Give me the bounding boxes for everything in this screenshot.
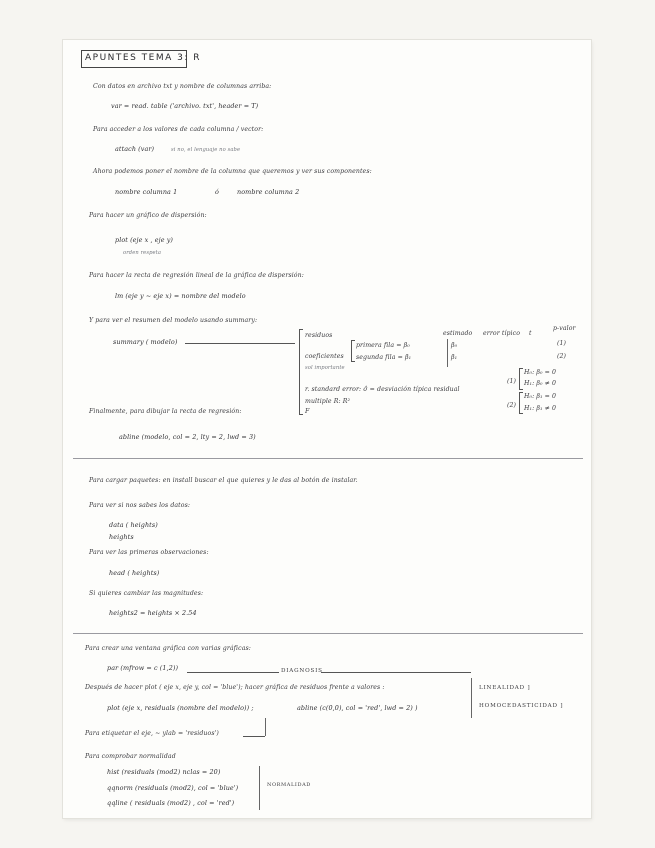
col-error: error típico: [483, 330, 521, 337]
s1-code6: summary ( modelo): [113, 338, 178, 346]
s3-line4: Para comprobar normalidad: [85, 753, 176, 760]
summary-rse: r. standard error: σ̂ = desviación típica residual: [305, 386, 460, 393]
val-p2: (2): [557, 353, 567, 360]
label-arrow: [243, 736, 265, 737]
summary-residuos: residuos: [305, 332, 333, 339]
s3-code1: par (mfrow = c (1,2)): [107, 664, 179, 672]
side-linealidad: LINEALIDAD ]: [479, 685, 531, 691]
summary-coef-note: sol importante: [305, 365, 345, 371]
summary-arrow-line: [185, 343, 295, 344]
summary-f: F: [305, 408, 310, 415]
hyp2-a: H₀: β₁ = 0: [524, 393, 557, 400]
hyp1-a: H₀: β₀ = 0: [524, 369, 557, 376]
s3-line2: Después de hacer plot ( eje x, eje y, col = 'blue'); hacer gráfica de residuos frente a valores :: [85, 684, 385, 691]
s1-line6: Y para ver el resumen del modelo usando summary:: [89, 317, 258, 324]
label-arrow-up: [265, 718, 266, 736]
s2-line4: Si quieres cambiar las magnitudes:: [89, 590, 204, 597]
summary-brace: [299, 329, 303, 415]
s1-line2: Para acceder a los valores de cada columna / vector:: [93, 126, 264, 133]
s1-code2: attach (var): [115, 145, 155, 153]
s1-code1: var = read. table ('archivo. txt', header = T): [111, 102, 259, 110]
s2-line1: Para cargar paquetes: en install buscar el que quieres y le das al botón de instalar.: [89, 477, 358, 484]
section-divider-1: [73, 458, 583, 459]
hyp2-label: (2): [507, 402, 517, 409]
col-t: t: [529, 330, 532, 337]
hyp2-brace: [519, 392, 523, 414]
hyp1-b: H₁: β₀ ≠ 0: [524, 380, 557, 387]
s1-code4: plot (eje x , eje y): [115, 236, 174, 244]
s2-code4: heights2 = heights × 2.54: [109, 609, 197, 617]
s1-code3o: ó: [215, 188, 219, 196]
s2-code3: head ( heights): [109, 569, 160, 577]
section-divider-2: [73, 633, 583, 634]
summary-r2: multiple R: R²: [305, 398, 351, 405]
hyp2-b: H₁: β₁ ≠ 0: [524, 405, 557, 412]
s1-line3: Ahora podemos poner el nombre de la columna que queremos y ver sus componentes:: [93, 168, 372, 175]
s1-line7: Finalmente, para dibujar la recta de regresión:: [89, 408, 242, 415]
table-divider: [447, 339, 448, 367]
val-b0: β₀: [451, 342, 458, 349]
s2-code2b: heights: [109, 533, 134, 541]
col-p: p-valor: [553, 325, 576, 332]
col-estimado: estimado: [443, 330, 473, 337]
s1-code3b: nombre columna 2: [237, 188, 300, 196]
s1-line5: Para hacer la recta de regresión lineal de la gráfica de dispersión:: [89, 272, 304, 279]
s1-line4: Para hacer un gráfico de dispersión:: [89, 212, 207, 219]
norm-divider: [259, 766, 260, 810]
coef-brace: [351, 340, 355, 362]
s1-code3a: nombre columna 1: [115, 188, 178, 196]
side-homocedasticidad: HOMOCEDASTICIDAD ]: [479, 703, 564, 709]
s3-code4b: qqnorm (residuals (mod2), col = 'blue'): [107, 784, 239, 792]
s1-code7: abline (modelo, col = 2, lty = 2, lwd = 3): [119, 433, 256, 441]
s3-code4c: qqline ( residuals (mod2) , col = 'red'): [107, 799, 235, 807]
coef-segunda: segunda fila = β₁: [356, 354, 412, 361]
s3-line1: Para crear una ventana gráfica con varias gráficas:: [85, 645, 251, 652]
diag-heading: DIAGNOSIS: [281, 668, 323, 674]
hyp1-brace: [519, 368, 523, 390]
s3-code2b: abline (c(0,0), col = 'red', lwd = 2) ): [297, 704, 418, 712]
diag-line-left: [187, 672, 279, 673]
s3-code2: plot (eje x, residuals (nombre del modelo)) ;: [107, 704, 254, 712]
s1-note4: orden respeta: [123, 250, 162, 256]
summary-coef: coeficientes: [305, 353, 344, 360]
s1-code5: lm (eje y ~ eje x) = nombre del modelo: [115, 292, 246, 300]
page-title: APUNTES TEMA 3: R: [85, 53, 202, 63]
s2-line3: Para ver las primeras observaciones:: [89, 549, 209, 556]
s1-line1: Con datos en archivo txt y nombre de columnas arriba:: [93, 83, 272, 90]
s2-code2a: data ( heights): [109, 521, 158, 529]
side-divider: [471, 678, 472, 718]
val-b1: β₁: [451, 354, 458, 361]
hyp1-label: (1): [507, 378, 517, 385]
s3-code4a: hist (residuals (mod2) nclas = 20): [107, 768, 221, 776]
val-p1: (1): [557, 340, 567, 347]
side-normalidad: NORMALIDAD: [267, 782, 311, 788]
diag-line-right: [321, 672, 471, 673]
coef-primera: primera fila = β₀: [356, 342, 410, 349]
s1-note2: si no, el lenguaje no sabe: [171, 147, 241, 153]
notebook-page: [63, 40, 591, 818]
s2-line2: Para ver si nos sabes los datos:: [89, 502, 191, 509]
s3-line3: Para etiquetar el eje, ~ ylab = 'residuos'): [85, 730, 219, 737]
